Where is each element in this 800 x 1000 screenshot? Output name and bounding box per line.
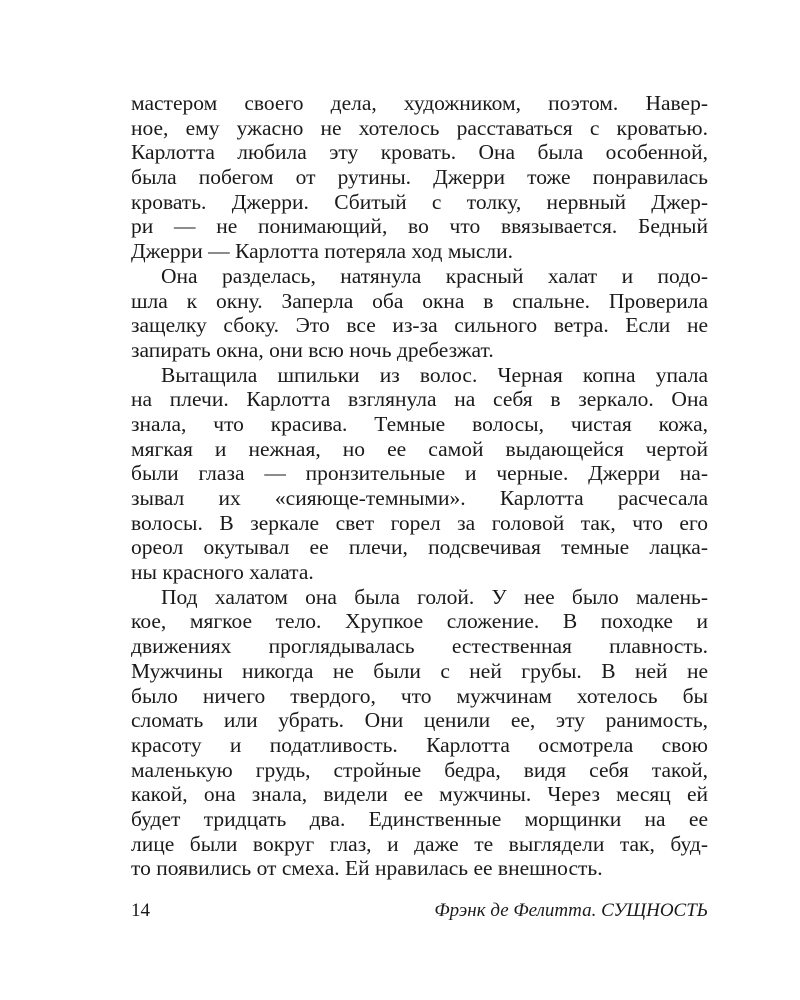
text-line: было ничего твердого, что мужчинам хотелось бы [131,683,708,708]
text-line: ны красного халата. [131,560,314,585]
text-line: движениях проглядывалась естественная плавность. [131,634,708,659]
text-line: Джерри — Карлотта потеряла ход мысли. [131,239,514,264]
text-line: знала, что красива. Темные волосы, чистая кожа, [131,411,708,436]
text-line: будет тридцать два. Единственные морщинки на ее [131,806,708,831]
text-line: то появились от смеха. Ей нравилась ее внешность. [131,856,603,881]
text-line: мягкая и нежная, но ее самой выдающейся чертой [131,436,708,461]
text-line: запирать окна, они всю ночь дребезжат. [131,337,494,362]
text-line: кровать. Джерри. Сбитый с толку, нервный Джер- [131,189,708,214]
text-line: Под халатом она была голой. У нее было малень- [161,584,708,609]
text-line: ное, ему ужасно не хотелось расставаться с кроватью. [131,115,708,140]
text-line: Мужчины никогда не были с ней грубы. В ней не [131,658,708,683]
text-line: Вытащила шпильки из волос. Черная копна упала [161,362,708,387]
text-line: маленькую грудь, стройные бедра, видя себя такой, [131,757,708,782]
text-line: защелку сбоку. Это все из-за сильного ветра. Если не [131,313,708,338]
text-line: сломать или убрать. Они ценили ее, эту ранимость, [131,708,708,733]
text-line: кое, мягкое тело. Хрупкое сложение. В походке и [131,609,708,634]
body-text [131,91,708,881]
text-line: Карлотта любила эту кровать. Она была особенной, [131,140,708,165]
page-number: 14 [131,900,150,921]
text-line: Она разделась, натянула красный халат и подо- [161,263,708,288]
text-line: ри — не понимающий, во что ввязывается. Бедный [131,214,708,239]
text-line: ореол окутывал ее плечи, подсвечивая темные лацка- [131,535,708,560]
text-line: на плечи. Карлотта взглянула на себя в зеркало. Она [131,387,708,412]
running-title: Фрэнк де Фелитта. СУЩНОСТЬ [434,900,708,921]
text-line: была побегом от рутины. Джерри тоже понравилась [131,165,708,190]
text-line: зывал их «сияюще-темными». Карлотта расчесала [131,486,708,510]
text-line: волосы. В зеркале свет горел за головой так, что его [131,510,708,535]
text-line: красоту и податливость. Карлотта осмотрела свою [131,732,708,757]
text-line: какой, она знала, видели ее мужчины. Через месяц ей [131,782,708,807]
text-line: лице были вокруг глаз, и даже те выглядели так, буд- [131,831,708,856]
text-line: были глаза — пронзительные и черные. Джерри на- [131,461,708,486]
text-line: мастером своего дела, художником, поэтом. Навер- [131,91,708,115]
text-line: шла к окну. Заперла оба окна в спальне. Проверила [131,288,708,313]
page-footer [131,898,708,924]
